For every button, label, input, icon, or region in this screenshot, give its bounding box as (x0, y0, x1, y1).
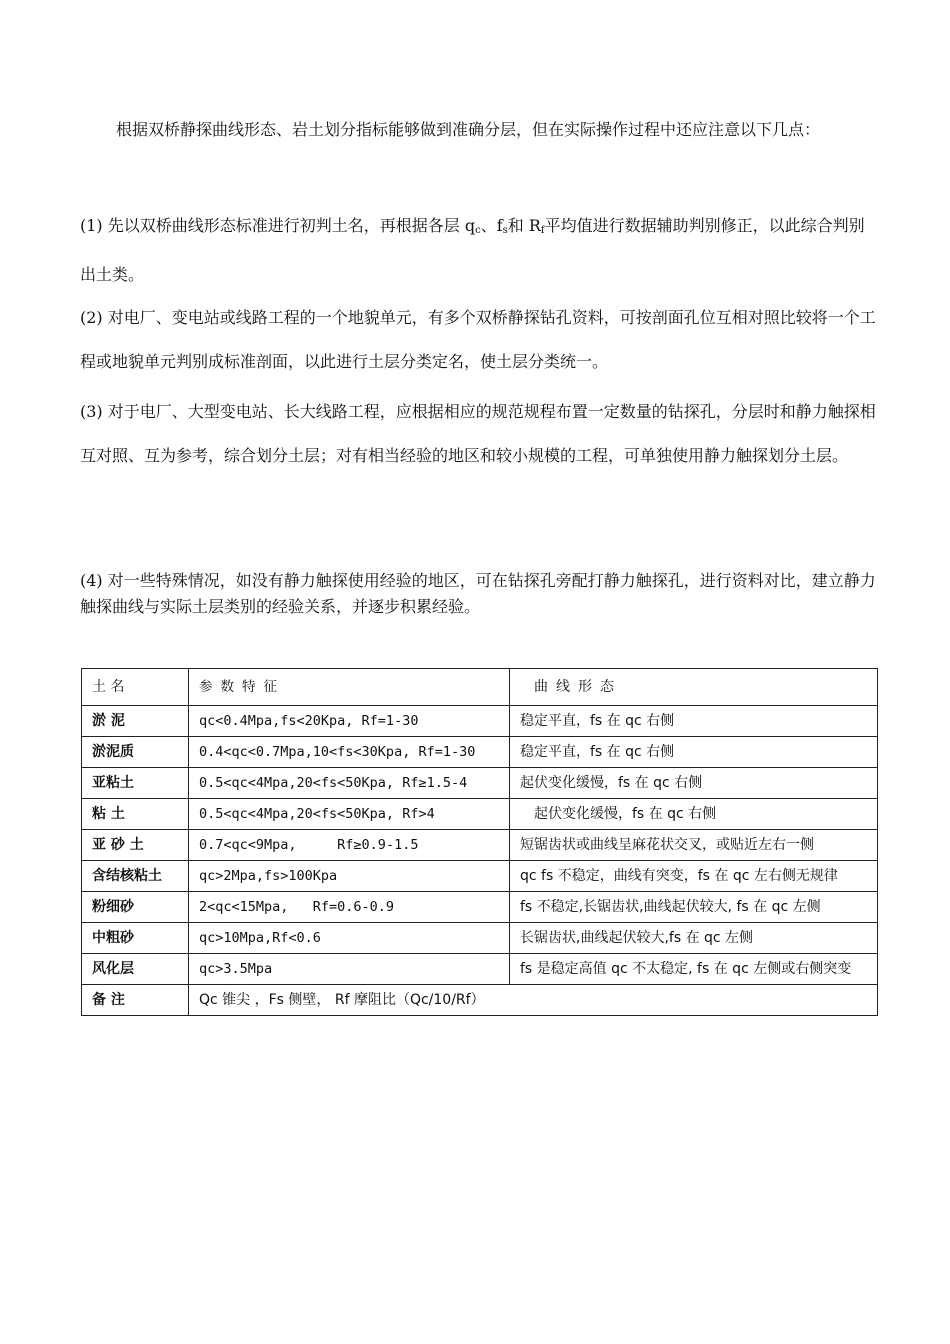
soil-name-cell: 风化层 (82, 954, 189, 985)
params-cell: 0.4<qc<0.7Mpa,10<fs<30Kpa, Rf=1-30 (189, 737, 510, 768)
curve-cell: 起伏变化缓慢，fs 在 qc 右侧 (510, 768, 878, 799)
soil-name-cell: 中粗砂 (82, 923, 189, 954)
item-1-sub-f: f (540, 225, 545, 236)
item-1-text-b: 、f (480, 216, 503, 235)
params-cell: 0.7<qc<9Mpa, Rf≥0.9-1.5 (189, 830, 510, 861)
curve-cell: 长锯齿状,曲线起伏较大,fs 在 qc 左侧 (510, 923, 878, 954)
soil-classification-table (81, 668, 878, 1016)
header-soil-name: 土 名 (82, 669, 189, 706)
curve-cell: 稳定平直，fs 在 qc 右侧 (510, 706, 878, 737)
item-3-paragraph: (3) 对于电厂、大型变电站、长大线路工程，应根据相应的规范规程布置一定数量的钻探孔，分层时和静力触探相互对照、互为参考，综合划分土层；对有相当经验的地区和较小规模的工程，可单独使用静力触探划分土层。 (80, 402, 876, 465)
curve-cell: 起伏变化缓慢，fs 在 qc 右侧 (510, 799, 878, 830)
soil-name-cell: 淤泥质 (82, 737, 189, 768)
soil-name-cell: 粉细砂 (82, 892, 189, 923)
note-text-cell: Qc 锥尖 ，Fs 侧壁， Rf 摩阻比（Qc/10/Rf） (189, 985, 878, 1016)
table-note-row (82, 985, 878, 1016)
soil-name-cell: 亚 砂 土 (82, 830, 189, 861)
item-1-text-d: 平均值进行数据辅助判别修正，以此综合判别出土类。 (80, 216, 865, 284)
soil-name-cell: 亚粘土 (82, 768, 189, 799)
curve-cell: fs 是稳定高值 qc 不太稳定, fs 在 qc 左侧或右侧突变 (510, 954, 878, 985)
params-cell: qc>2Mpa,fs>100Kpa (189, 861, 510, 892)
params-cell: qc>3.5Mpa (189, 954, 510, 985)
soil-name-cell: 淤 泥 (82, 706, 189, 737)
table-row (82, 923, 878, 954)
table-row (82, 892, 878, 923)
header-parameters: 参数特征 (189, 669, 510, 706)
item-1-sub-s: s (502, 225, 508, 236)
soil-name-cell: 含结核粘土 (82, 861, 189, 892)
item-1-sub-c: c (475, 225, 481, 236)
item-2-paragraph: (2) 对电厂、变电站或线路工程的一个地貌单元，有多个双桥静探钻孔资料，可按剖面孔位互相对照比较将一个工程或地貌单元判别成标准剖面，以此进行土层分类定名，使土层分类统一。 (80, 308, 876, 371)
item-4-paragraph: (4) 对一些特殊情况，如没有静力触探使用经验的地区，可在钻探孔旁配打静力触探孔，进行资料对比，建立静力触探曲线与实际土层类别的经验关系，并逐步积累经验。 (80, 571, 876, 616)
intro-paragraph: 根据双桥静探曲线形态、岩土划分指标能够做到准确分层，但在实际操作过程中还应注意以下几点： (116, 120, 821, 139)
table-row (82, 830, 878, 861)
table-row (82, 706, 878, 737)
item-1-paragraph (80, 204, 880, 297)
table-header-row (82, 669, 878, 706)
params-cell: 0.5<qc<4Mpa,20<fs<50Kpa, Rf>4 (189, 799, 510, 830)
header-curve-shape: 曲线形态 (510, 669, 878, 706)
table-row (82, 768, 878, 799)
curve-cell: qc fs 不稳定，曲线有突变，fs 在 qc 左右侧无规律 (510, 861, 878, 892)
params-cell: qc<0.4Mpa,fs<20Kpa, Rf=1-30 (189, 706, 510, 737)
params-cell: qc>10Mpa,Rf<0.6 (189, 923, 510, 954)
item-1-text-c: 和 R (507, 216, 541, 235)
item-1-text-a: (1) 先以双桥曲线形态标准进行初判土名，再根据各层 q (80, 216, 476, 235)
table-row (82, 799, 878, 830)
curve-cell: fs 不稳定,长锯齿状,曲线起伏较大, fs 在 qc 左侧 (510, 892, 878, 923)
params-cell: 0.5<qc<4Mpa,20<fs<50Kpa, Rf≥1.5-4 (189, 768, 510, 799)
params-cell: 2<qc<15Mpa, Rf=0.6-0.9 (189, 892, 510, 923)
table-row (82, 737, 878, 768)
soil-name-cell: 粘 土 (82, 799, 189, 830)
curve-cell: 短锯齿状或曲线呈麻花状交叉，或贴近左右一侧 (510, 830, 878, 861)
table-row (82, 954, 878, 985)
table-row (82, 861, 878, 892)
note-label-cell: 备 注 (82, 985, 189, 1016)
curve-cell: 稳定平直，fs 在 qc 右侧 (510, 737, 878, 768)
